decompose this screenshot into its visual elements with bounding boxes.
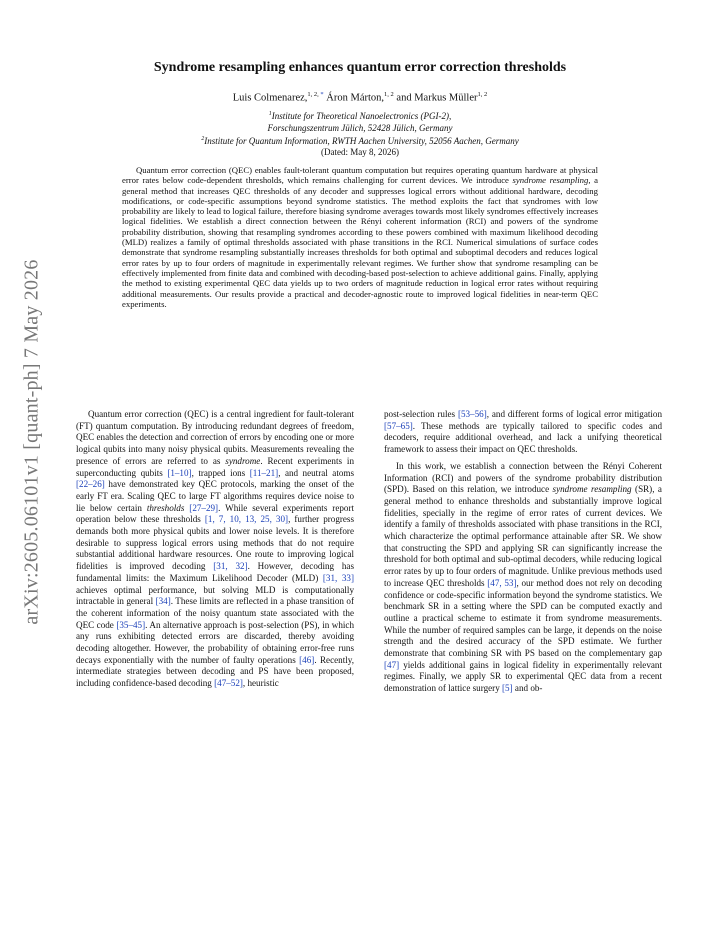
body-text: In this work, we establish a connection between the Rényi Coherent Information (RCI) and powers of the syndrome probability distribution (SPD). Based on this relation, we introduce bbox=[384, 460, 662, 495]
intro-paragraph bbox=[76, 409, 354, 690]
citation-link[interactable]: [57–65] bbox=[384, 420, 413, 431]
dated-line: (Dated: May 8, 2026) bbox=[321, 147, 399, 157]
body-text: , trapped ions bbox=[191, 467, 250, 478]
author-conjunction: and bbox=[396, 92, 412, 104]
body-text: . These methods are typically tailored to specific codes and decoders, require additional overhead, and lack a unifying theoretical framework to assess their impact on QEC thresholds. bbox=[384, 420, 662, 455]
citation-link[interactable]: [46] bbox=[299, 654, 315, 665]
citation-link[interactable]: [1, 7, 10, 13, 25, 30] bbox=[204, 514, 289, 525]
citation-link[interactable]: [35–45] bbox=[116, 619, 146, 630]
body-text: and ob- bbox=[512, 683, 543, 694]
citation-link[interactable]: [5] bbox=[502, 683, 513, 694]
citation-link[interactable]: [47] bbox=[384, 659, 400, 670]
author-name: Áron Márton, bbox=[326, 92, 385, 104]
body-text: have demonstrated key QEC protocols, marking the onset of the early FT era. Scaling QEC to large FT algorithms requires device noise to lie below certain bbox=[76, 479, 354, 513]
abstract-text: , a general method that increases QEC thresholds of any decoder and suppresses logical errors without additional hardware, decoding modifications, or code-specific assumptions beyond syndrome statistics. The method exploits the fact that syndromes with low probability are likely to lead to logical failure, therefore biasing syndrome averages towards most likely syndromes effectively increases logical fidelities. We establish a direct connection between the Rényi coherent information (RCI) and powers of the syndrome probability distribution, showing that resampling syndromes according to these powers combined with maximum likelihood decoding (MLD) realizes a family of optimal thresholds associated with phase transitions in the RCI. Numerical simulations of surface codes demonstrate that syndrome resampling substantially increases thresholds for both optimal and suboptimal decoders and reduces logical error rates by up to four orders of magnitude in experimentally relevant regimes. We further show that syndrome resampling can be effectively implemented from finite data and combined with decoding-based post-selection to achieve additional gains. Finally, applying the method to existing experimental QEC data yields up to two orders of magnitude reduction in logical error rates without requiring additional measurements. Our results provide a practical and decoder-agnostic route to improved logical fidelities in near-term QEC experiments. bbox=[122, 175, 598, 309]
citation-link[interactable]: [31, 32] bbox=[213, 561, 248, 572]
citation-link[interactable]: [31, 33] bbox=[322, 572, 354, 583]
body-column-left bbox=[76, 409, 354, 695]
affiliation-text: Forschungszentrum Jülich, 52428 Jülich, Germany bbox=[267, 123, 453, 133]
affiliation-text: Institute for Theoretical Nanoelectronics (PGI-2), bbox=[271, 111, 452, 121]
body-emphasis: syndrome resampling bbox=[552, 484, 632, 495]
body-emphasis: syndrome bbox=[225, 455, 261, 466]
citation-link[interactable]: [22–26] bbox=[76, 479, 105, 490]
arxiv-side-identifier bbox=[14, 232, 50, 652]
body-emphasis: thresholds bbox=[146, 502, 185, 513]
author-name: Markus Müller bbox=[414, 92, 478, 104]
body-text: , heuristic bbox=[242, 678, 279, 689]
citation-link[interactable]: [47–52] bbox=[214, 678, 243, 689]
paper-title: Syndrome resampling enhances quantum error correction thresholds bbox=[153, 60, 567, 75]
body-text: . However, decoding has fundamental limits: the Maximum Likelihood Decoder (MLD) bbox=[76, 561, 354, 583]
corresponding-author-link[interactable]: * bbox=[320, 91, 324, 98]
author-name: Luis Colmenarez, bbox=[232, 92, 308, 104]
body-text: . While several experiments report operation below these thresholds bbox=[76, 502, 354, 525]
abstract bbox=[122, 165, 598, 309]
author-affiliation-marker: 1, 2 bbox=[477, 91, 488, 98]
citation-link[interactable]: [34] bbox=[155, 596, 171, 607]
body-text: . Recently, intermediate strategies between decoding and PS have been proposed, including confidence-based decoding bbox=[76, 654, 354, 689]
affiliation-1 bbox=[100, 108, 620, 134]
arxiv-identifier-text: arXiv:2605.06101v1 [quant-ph] 7 May 2026 bbox=[20, 259, 43, 625]
author-list bbox=[100, 91, 620, 104]
author-affiliation-marker: 1, 2 bbox=[384, 91, 394, 98]
body-text: Quantum error correction (QEC) is a central ingredient for fault-tolerant (FT) quantum computation. By introducing redundant degrees of freedom, QEC enables the detection and correction of errors by encoding one or more logical qubits into many noisy physical qubits. Measurements revealing the presence of errors are referred to as bbox=[76, 409, 354, 466]
body-text: . Recent experiments in superconducting qubits bbox=[76, 455, 354, 478]
affiliation-text: Institute for Quantum Information, RWTH Aachen University, 52056 Aachen, Germany bbox=[204, 136, 519, 146]
body-text: . These limits are reflected in a phase transition of the coherent information of the noisy quantum state associated with the QEC code bbox=[76, 596, 354, 630]
body-text: achieves optimal performance, but solving MLD is computationally intractable in general bbox=[76, 584, 354, 607]
citation-link[interactable]: [47, 53] bbox=[487, 577, 517, 588]
abstract-text: Quantum error correction (QEC) enables fault-tolerant quantum computation but requires operating quantum hardware at physical error rates below code-dependent thresholds, which remains challenging for current devices. We introduce bbox=[122, 165, 598, 186]
body-text: . An alternative approach is post-selection (PS), in which any runs exhibiting detected errors are discarded, thereby avoiding decoding altogether. However, the probability of obtaining error-free runs decays exponentially with the number of faulty operations bbox=[76, 619, 354, 665]
affiliation-marker: 1 bbox=[268, 111, 272, 117]
body-text: post-selection rules bbox=[384, 409, 458, 419]
citation-link[interactable]: [1–10] bbox=[167, 467, 192, 478]
body-text: yields additional gains in logical fidelity in experimentally relevant regimes. Finally, we apply SR to experimental QEC data from a recent demonstration of lattice surgery bbox=[384, 659, 662, 694]
body-text: , further progress demands both more physical qubits and lower noise levels. It is therefore desirable to suppress logical errors using methods that do not require substantial additional hardware resources. One route to improving logical fidelities is improved decoding bbox=[76, 514, 355, 572]
citation-link[interactable]: [11–21] bbox=[249, 467, 279, 478]
body-text: , and neutral atoms bbox=[278, 467, 355, 478]
body-column-right bbox=[384, 409, 662, 700]
abstract-emphasis: syndrome resampling bbox=[512, 175, 589, 186]
continued-paragraph bbox=[384, 409, 662, 456]
affiliation-2 bbox=[100, 133, 620, 147]
author-affiliation-marker: 1, 2, bbox=[307, 91, 321, 98]
body-text: , and different forms of logical error mitigation bbox=[486, 409, 662, 419]
affiliation-marker: 2 bbox=[201, 136, 205, 142]
citation-link[interactable]: [27–29] bbox=[189, 502, 219, 513]
citation-link[interactable]: [53–56] bbox=[457, 409, 487, 419]
body-text: (SR), a general method to enhance thresholds and substantially improve logical fidelities, specially in the regime of error rates of current devices. We identify a family of thresholds associated with phase transitions in the RCI, which characterize the optimal performance attainable after SR. We show that constructing the SPD and applying SR can significantly increase the threshold for both optimal and sub-optimal decoders, while reducing logical error rates by up to four orders of magnitude. Unlike previous methods used to increase QEC thresholds bbox=[384, 484, 662, 588]
body-paragraph bbox=[384, 461, 662, 695]
body-text: , our method does not rely on decoding confidence or code-specific information beyond the syndrome statistics. We benchmark SR in a setting where the SPD can be computed exactly and outline a practical scheme to estimate it from syndrome measurements. While the number of required samples can be large, it depends on the noise strength and the desired accuracy of the SPD estimate. We further demonstrate that combining SR with PS based on the complementary gap bbox=[384, 577, 662, 659]
